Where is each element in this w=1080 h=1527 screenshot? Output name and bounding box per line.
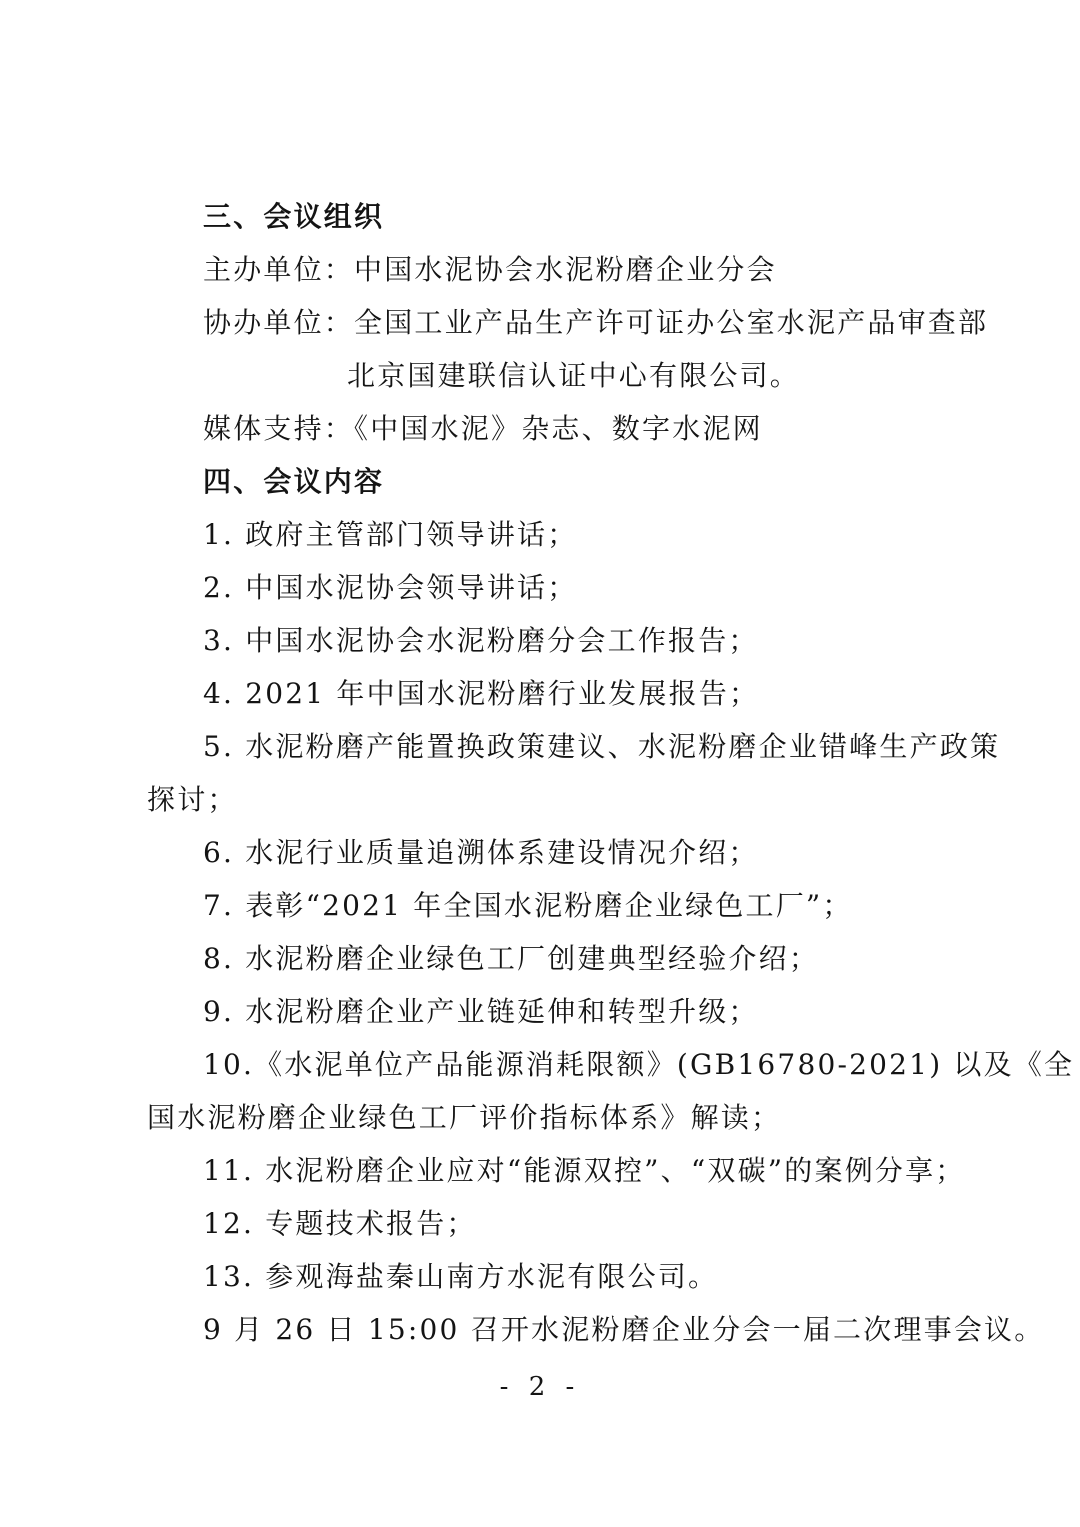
list-item: 3. 中国水泥协会水泥粉磨分会工作报告； — [203, 624, 759, 657]
list-item-continuation: 国水泥粉磨企业绿色工厂评价指标体系》解读； — [147, 1101, 782, 1134]
page-number: - 2 - — [499, 1372, 581, 1402]
section-4-heading: 四、会议内容 — [203, 465, 385, 498]
list-item: 12. 专题技术报告； — [203, 1207, 477, 1240]
list-item: 2. 中国水泥协会领导讲话； — [203, 571, 578, 604]
co-host-unit-2: 北京国建联信认证中心有限公司。 — [347, 359, 801, 392]
meeting-note: 9 月 26 日 15:00 召开水泥粉磨企业分会一届二次理事会议。 — [203, 1313, 1045, 1346]
list-item-continuation: 探讨； — [147, 783, 238, 816]
section-3-heading: 三、会议组织 — [203, 200, 385, 233]
list-item: 5. 水泥粉磨产能置换政策建议、水泥粉磨企业错峰生产政策 — [203, 730, 1001, 763]
host-unit: 主办单位：中国水泥协会水泥粉磨企业分会 — [203, 253, 777, 286]
list-item: 9. 水泥粉磨企业产业链延伸和转型升级； — [203, 995, 759, 1028]
list-item: 4. 2021 年中国水泥粉磨行业发展报告； — [203, 677, 760, 710]
list-item: 7. 表彰“2021 年全国水泥粉磨企业绿色工厂”； — [203, 889, 853, 922]
co-host-unit-1: 协办单位：全国工业产品生产许可证办公室水泥产品审查部 — [203, 306, 989, 339]
list-item: 10.《水泥单位产品能源消耗限额》(GB16780-2021) 以及《全 — [203, 1048, 1075, 1081]
list-item: 13. 参观海盐秦山南方水泥有限公司。 — [203, 1260, 719, 1293]
list-item: 6. 水泥行业质量追溯体系建设情况介绍； — [203, 836, 759, 869]
list-item: 1. 政府主管部门领导讲话； — [203, 518, 578, 551]
list-item: 11. 水泥粉磨企业应对“能源双控”、“双碳”的案例分享； — [203, 1154, 966, 1187]
media-support: 媒体支持：《中国水泥》杂志、数字水泥网 — [203, 412, 763, 445]
list-item: 8. 水泥粉磨企业绿色工厂创建典型经验介绍； — [203, 942, 820, 975]
